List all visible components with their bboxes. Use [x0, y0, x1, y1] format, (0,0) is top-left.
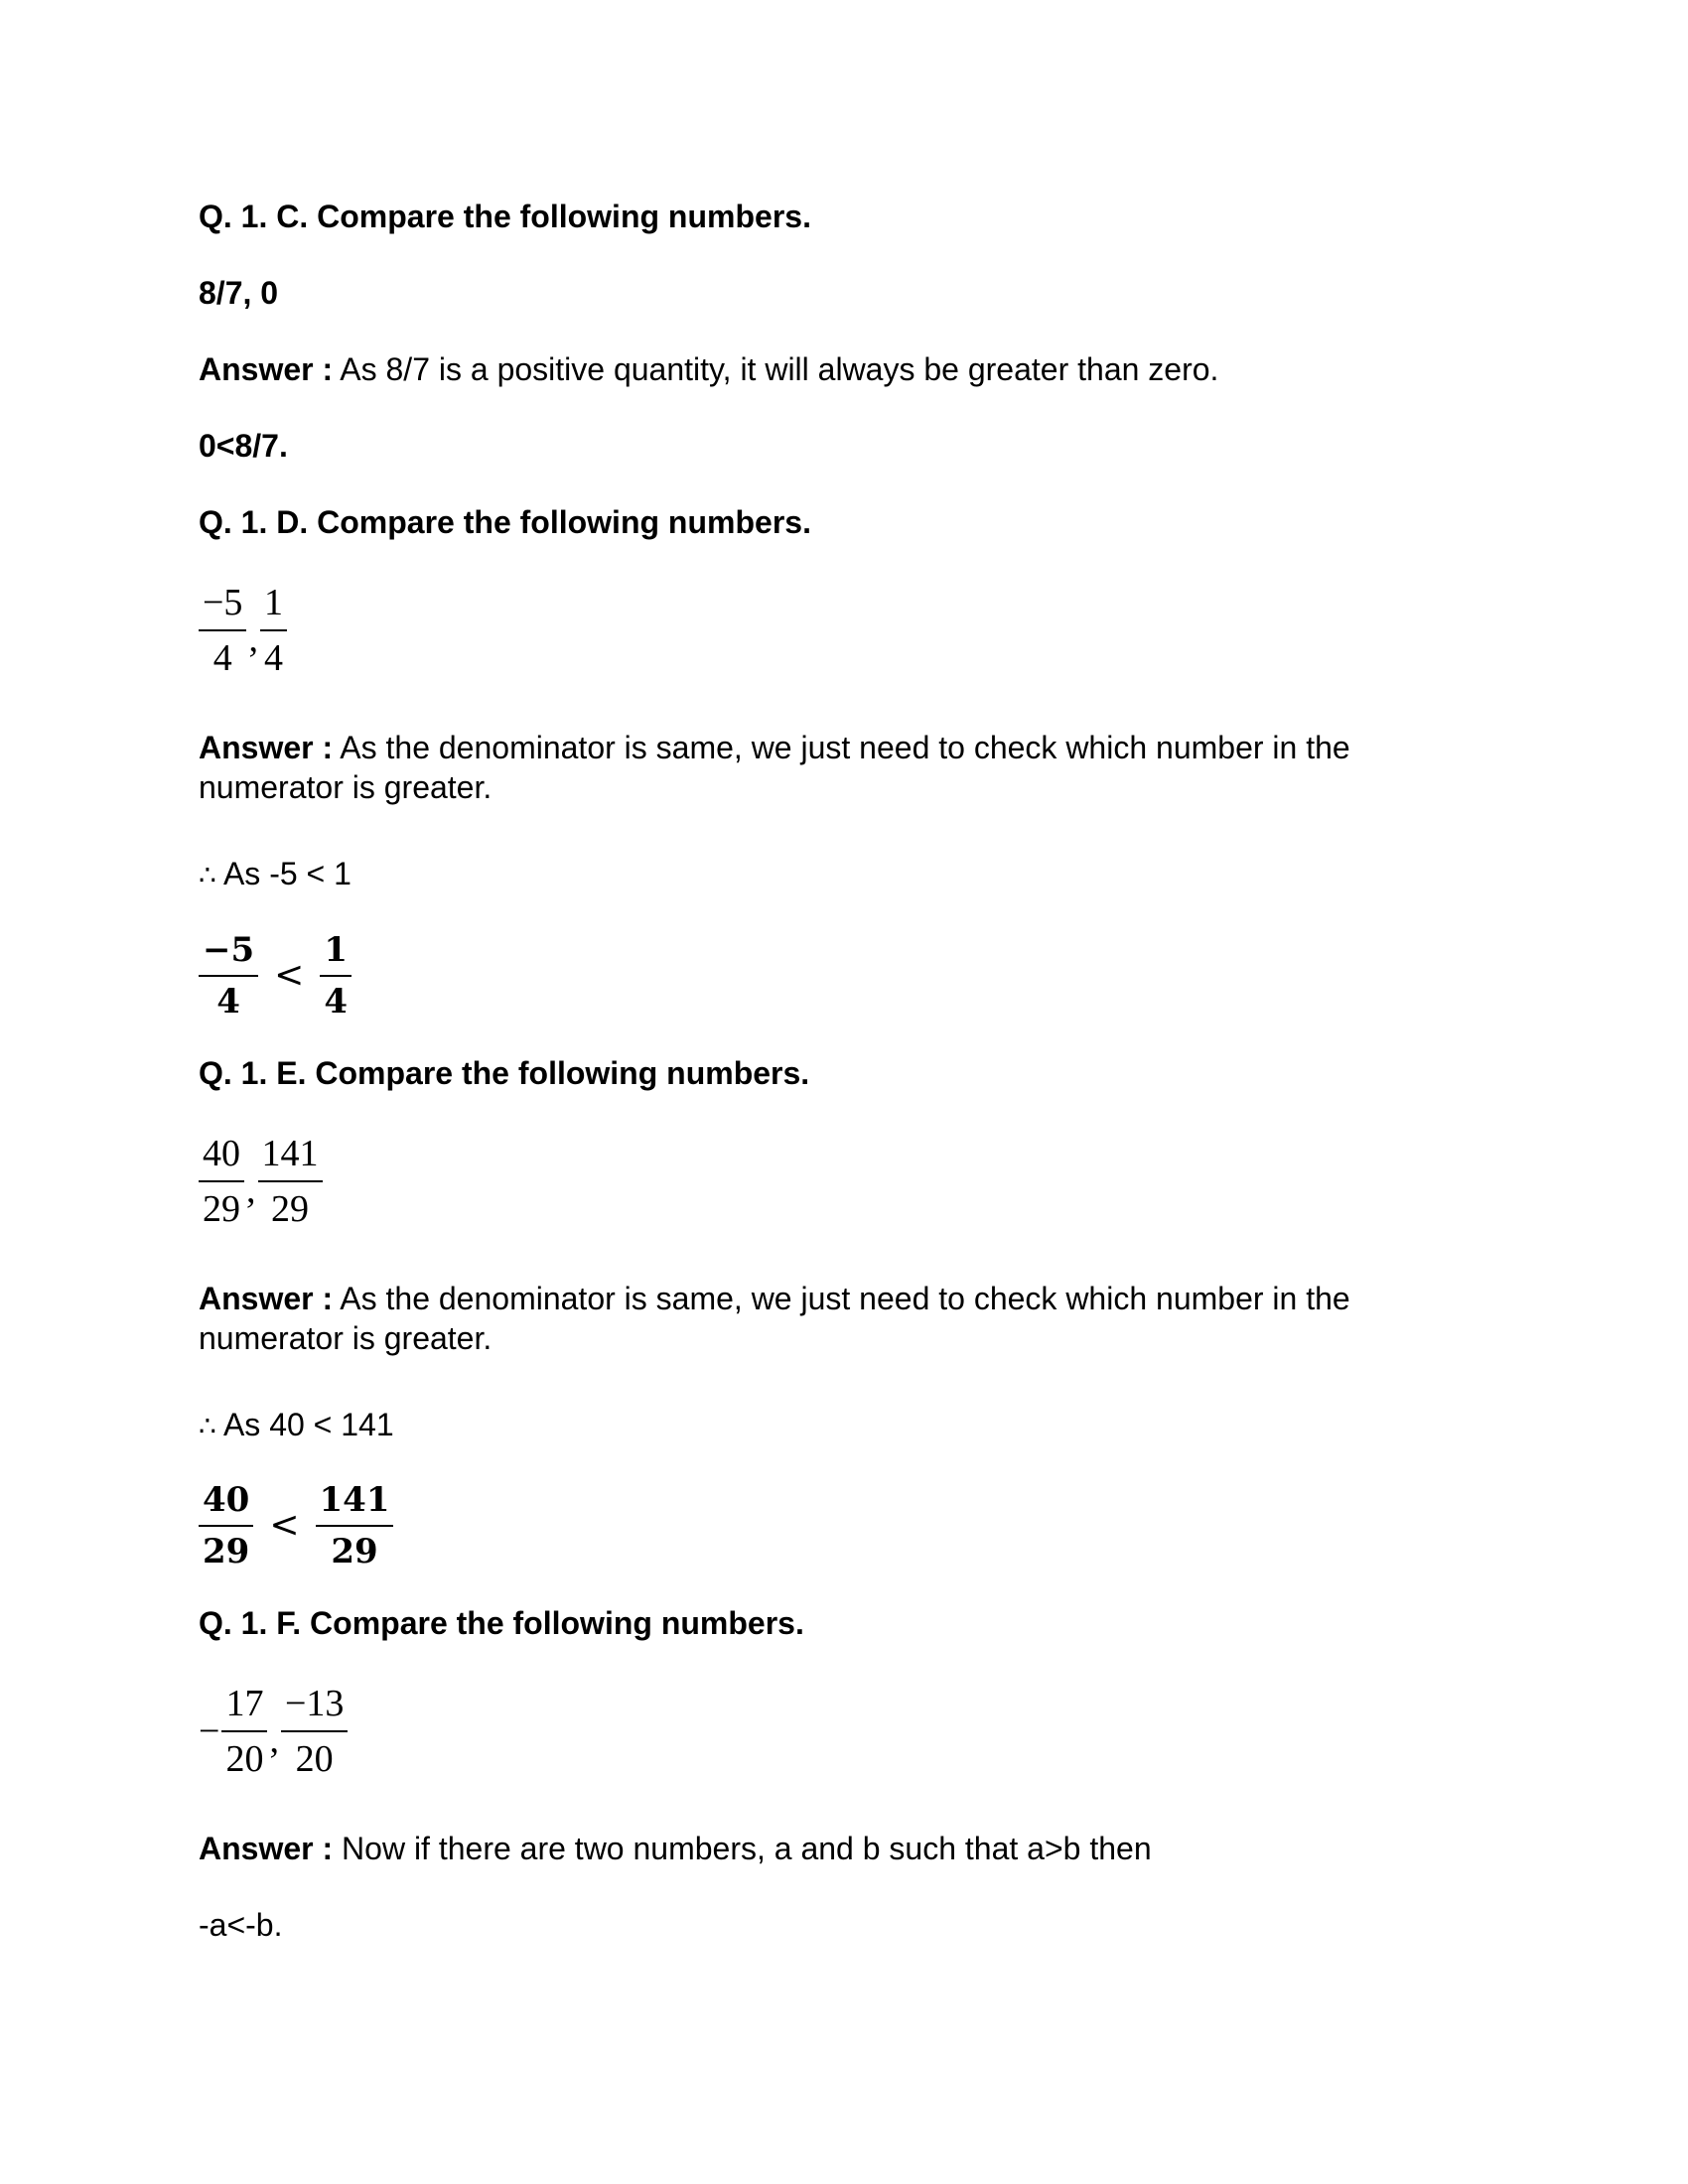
answer-text: Now if there are two numbers, a and b such that a>b then — [333, 1831, 1152, 1866]
less-than-sign: < — [274, 955, 305, 996]
denominator: 4 — [263, 637, 283, 679]
question-1d-therefore — [199, 854, 352, 895]
therefore-text: As -5 < 1 — [215, 856, 352, 891]
therefore-icon: ∴ — [199, 1410, 216, 1442]
answer-label: Answer : — [199, 1281, 334, 1316]
numerator: 40 — [199, 1135, 244, 1182]
question-1f-answer — [199, 1829, 1152, 1868]
fraction — [281, 1685, 348, 1778]
therefore-text: As 40 < 141 — [215, 1407, 394, 1442]
fraction — [221, 1685, 267, 1778]
question-1e-therefore — [199, 1405, 394, 1446]
document-page — [199, 0, 1489, 2184]
question-1c-result: 0<8/7. — [199, 428, 288, 464]
numerator: 141 — [258, 1135, 323, 1182]
comma: , — [248, 618, 258, 660]
question-1c-answer — [199, 349, 1218, 389]
fraction — [199, 930, 258, 1022]
comma: , — [246, 1169, 256, 1211]
therefore-icon: ∴ — [199, 859, 216, 891]
question-1d-comparison — [199, 930, 352, 1022]
answer-label: Answer : — [199, 351, 334, 387]
numerator: −5 — [199, 933, 258, 977]
answer-text: As 8/7 is a positive quantity, it will always be greater than zero. — [333, 351, 1219, 387]
answer-text: As the denominator is same, we just need to check which number in the numerator is greater. — [199, 1281, 1350, 1356]
denominator: 4 — [212, 637, 232, 679]
fraction — [260, 584, 287, 677]
question-1f-fractions — [199, 1685, 348, 1778]
denominator: 20 — [295, 1738, 334, 1780]
denominator: 4 — [216, 982, 240, 1022]
numerator: 17 — [221, 1685, 267, 1732]
question-1e-answer — [199, 1279, 1450, 1358]
minus-sign: − — [199, 1710, 220, 1752]
fraction — [199, 1480, 253, 1571]
numerator: 1 — [260, 584, 287, 631]
numerator: 141 — [316, 1483, 394, 1527]
answer-label: Answer : — [199, 730, 334, 765]
question-1f-result: -a<-b. — [199, 1907, 283, 1943]
numerator: 1 — [320, 933, 352, 977]
question-1c-heading: Q. 1. C. Compare the following numbers. — [199, 199, 811, 234]
denominator: 29 — [203, 1188, 240, 1230]
fraction — [316, 1480, 394, 1571]
fraction — [258, 1135, 323, 1228]
denominator: 29 — [203, 1532, 250, 1571]
answer-label: Answer : — [199, 1831, 334, 1866]
numerator: −5 — [199, 584, 246, 631]
question-1c-numbers: 8/7, 0 — [199, 275, 279, 311]
fraction — [320, 930, 352, 1022]
question-1d-heading: Q. 1. D. Compare the following numbers. — [199, 504, 811, 540]
answer-text: As the denominator is same, we just need to check which number in the numerator is greater. — [199, 730, 1350, 805]
less-than-sign: < — [269, 1505, 300, 1546]
question-1e-fractions — [199, 1135, 323, 1228]
fraction — [199, 584, 246, 677]
denominator: 29 — [271, 1188, 309, 1230]
numerator: −13 — [281, 1685, 348, 1732]
question-1e-comparison — [199, 1480, 393, 1571]
question-1d-fractions — [199, 584, 287, 677]
fraction — [199, 1135, 244, 1228]
question-1e-heading: Q. 1. E. Compare the following numbers. — [199, 1055, 810, 1091]
denominator: 4 — [324, 982, 348, 1022]
denominator: 29 — [331, 1532, 378, 1571]
numerator: 40 — [199, 1483, 253, 1527]
denominator: 20 — [225, 1738, 264, 1780]
question-1d-answer — [199, 728, 1450, 807]
question-1f-heading: Q. 1. F. Compare the following numbers. — [199, 1605, 804, 1641]
comma: , — [269, 1719, 279, 1761]
